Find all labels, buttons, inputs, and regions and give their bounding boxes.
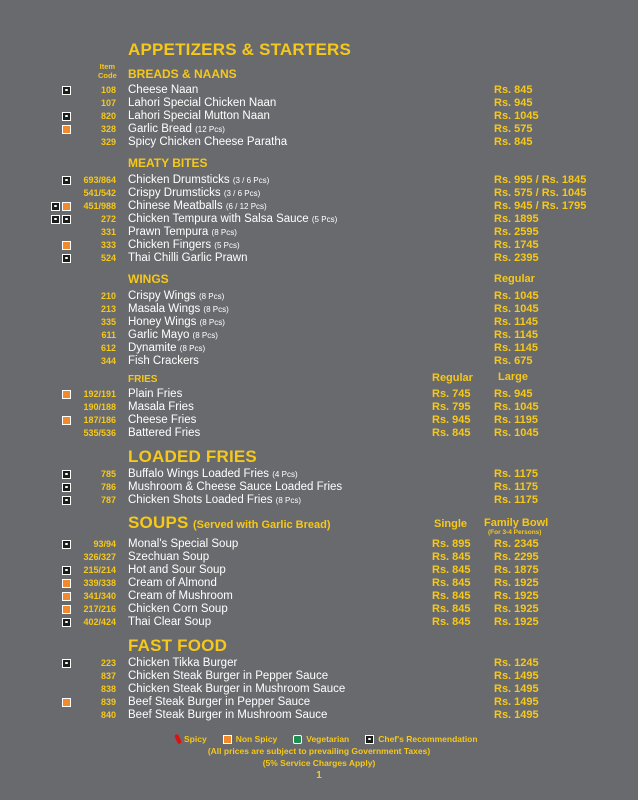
item-name-text: Szechuan Soup xyxy=(128,551,210,563)
item-portion: (5 Pcs) xyxy=(214,241,240,250)
wings-col-regular: Regular xyxy=(494,273,535,285)
item-price: Rs. 1925 xyxy=(494,616,539,628)
item-name-text: Fish Crackers xyxy=(128,355,199,367)
item-price: Rs. 1175 xyxy=(494,494,539,506)
chef-recommendation-icon xyxy=(62,566,71,575)
item-icons xyxy=(62,390,71,399)
chef-recommendation-icon xyxy=(62,483,71,492)
item-price: Rs. 1925 xyxy=(494,577,539,589)
item-price-regular: Rs. 845 xyxy=(432,551,471,563)
menu-item-row xyxy=(0,564,638,577)
item-price: Rs. 1145 xyxy=(494,329,539,341)
item-name-text: Battered Fries xyxy=(128,427,201,439)
item-price: Rs. 675 xyxy=(494,355,533,367)
item-name xyxy=(128,590,233,603)
item-name xyxy=(128,303,229,316)
item-code: 335 xyxy=(100,317,116,327)
item-price: Rs. 1175 xyxy=(494,468,539,480)
item-price: Rs. 1045 xyxy=(494,303,539,315)
item-name xyxy=(128,316,225,329)
item-name-text: Masala Fries xyxy=(128,401,194,413)
item-icons xyxy=(51,202,71,211)
item-price: Rs. 945 / Rs. 1795 xyxy=(494,200,587,212)
menu-item-row xyxy=(0,239,638,252)
item-name xyxy=(128,401,194,414)
item-portion: (3 / 6 Pcs) xyxy=(223,189,261,198)
section-fries-title: FRIES xyxy=(128,374,158,385)
non-spicy-icon xyxy=(62,416,71,425)
item-name xyxy=(128,538,238,551)
item-price-regular: Rs. 795 xyxy=(432,401,471,413)
item-price: Rs. 1495 xyxy=(494,670,539,682)
page-title: APPETIZERS & STARTERS xyxy=(128,40,352,59)
item-name-text: Garlic Bread xyxy=(128,123,196,135)
item-price: Rs. 2395 xyxy=(494,252,539,264)
item-code: 402/424 xyxy=(83,617,116,627)
item-price: Rs. 1045 xyxy=(494,110,539,122)
non-spicy-icon xyxy=(62,202,71,211)
item-icons xyxy=(62,579,71,588)
item-icons xyxy=(62,659,71,668)
item-name xyxy=(128,342,205,355)
item-price: Rs. 1045 xyxy=(494,427,539,439)
item-icons xyxy=(62,470,71,479)
item-name xyxy=(128,657,237,670)
menu-item-row xyxy=(0,590,638,603)
menu-item-row xyxy=(0,174,638,187)
item-name xyxy=(128,603,228,616)
item-portion: (8 Pcs) xyxy=(192,331,218,340)
item-name-text: Dynamite xyxy=(128,342,180,354)
item-icons xyxy=(62,698,71,707)
non-spicy-icon xyxy=(62,125,71,134)
chef-recommendation-icon xyxy=(365,735,374,744)
item-name-text: Beef Steak Burger in Mushroom Sauce xyxy=(128,709,328,721)
item-icons xyxy=(62,112,71,121)
item-price: Rs. 2345 xyxy=(494,538,539,550)
item-code: 611 xyxy=(101,330,116,340)
legend-veg: Vegetarian xyxy=(306,734,350,744)
item-price: Rs. 1195 xyxy=(494,414,539,426)
item-price: Rs. 1895 xyxy=(494,213,539,225)
item-price: Rs. 1495 xyxy=(494,696,539,708)
item-price-regular: Rs. 945 xyxy=(432,414,471,426)
menu-item-row xyxy=(0,388,638,401)
chef-recommendation-icon xyxy=(62,618,71,627)
item-name-text: Cheese Naan xyxy=(128,84,199,96)
item-code: 535/536 xyxy=(83,428,116,438)
fries-col-regular: Regular xyxy=(432,372,473,384)
item-code: 217/216 xyxy=(83,604,116,614)
item-code: 331 xyxy=(100,227,116,237)
item-price: Rs. 1925 xyxy=(494,590,539,602)
item-code: 93/94 xyxy=(93,539,116,549)
menu-item-row xyxy=(0,709,638,722)
item-code: 785 xyxy=(100,469,116,479)
item-price: Rs. 1145 xyxy=(494,316,539,328)
item-name-text: Thai Clear Soup xyxy=(128,616,212,628)
item-code: 839 xyxy=(100,697,116,707)
non-spicy-icon xyxy=(62,241,71,250)
item-name-text: Chicken Tempura with Salsa Sauce xyxy=(128,213,312,225)
item-code: 107 xyxy=(100,98,116,108)
menu-item-row xyxy=(0,696,638,709)
item-icons xyxy=(62,496,71,505)
item-price: Rs. 1925 xyxy=(494,603,539,615)
menu-item-row xyxy=(0,494,638,507)
item-name-text: Cream of Mushroom xyxy=(128,590,233,602)
item-icons xyxy=(62,86,71,95)
menu-item-row xyxy=(0,84,638,97)
item-portion: (8 Pcs) xyxy=(179,344,206,353)
item-name xyxy=(128,616,211,629)
item-portion: (5 Pcs) xyxy=(311,215,338,224)
item-name xyxy=(128,226,237,239)
vegetarian-icon xyxy=(293,735,302,744)
menu-item-row xyxy=(0,97,638,110)
item-name xyxy=(128,329,218,342)
section-meaty-title: MEATY BITES xyxy=(128,156,208,170)
item-name xyxy=(128,670,328,683)
item-icons xyxy=(62,566,71,575)
soups-col-single: Single xyxy=(434,518,468,530)
item-price: Rs. 995 / Rs. 1845 xyxy=(494,174,587,186)
chef-recommendation-icon xyxy=(62,176,71,185)
item-code: 329 xyxy=(100,137,116,147)
item-name xyxy=(128,696,310,709)
item-icons xyxy=(62,176,71,185)
item-name-text: Thai Chilli Garlic Prawn xyxy=(128,252,248,264)
item-code: 837 xyxy=(100,671,116,681)
menu-item-row xyxy=(0,187,638,200)
soups-col-family: Family Bowl xyxy=(484,517,549,529)
item-name-text: Chinese Meatballs xyxy=(128,200,226,212)
item-name xyxy=(128,213,337,226)
item-price: Rs. 2295 xyxy=(494,551,539,563)
item-price: Rs. 1495 xyxy=(494,683,539,695)
menu-item-row xyxy=(0,200,638,213)
item-name-text: Cheese Fries xyxy=(128,414,197,426)
section-breads-title: BREADS & NAANS xyxy=(128,67,237,81)
item-name-text: Chicken Drumsticks xyxy=(128,174,233,186)
chef-recommendation-icon xyxy=(51,215,60,224)
item-code-label: Item Code xyxy=(98,62,117,80)
item-price: Rs. 575 xyxy=(494,123,533,135)
item-price-regular: Rs. 845 xyxy=(432,564,471,576)
non-spicy-icon xyxy=(62,698,71,707)
menu-item-row xyxy=(0,316,638,329)
item-icons xyxy=(62,125,71,134)
menu-item-row xyxy=(0,226,638,239)
item-name xyxy=(128,84,198,97)
item-portion: (12 Pcs) xyxy=(195,125,225,134)
item-name xyxy=(128,110,270,123)
menu-item-row xyxy=(0,551,638,564)
item-price: Rs. 1245 xyxy=(494,657,539,669)
item-price: Rs. 1175 xyxy=(494,481,539,493)
item-code: 786 xyxy=(100,482,116,492)
non-spicy-icon xyxy=(62,605,71,614)
item-code: 344 xyxy=(100,356,116,366)
item-name-text: Buffalo Wings Loaded Fries xyxy=(128,468,273,480)
item-name xyxy=(128,551,209,564)
item-code: 541/542 xyxy=(83,188,116,198)
chef-recommendation-icon xyxy=(62,112,71,121)
item-icons xyxy=(62,618,71,627)
item-code: 192/191 xyxy=(83,389,116,399)
item-price: Rs. 2595 xyxy=(494,226,539,238)
page-number: 1 xyxy=(316,770,322,781)
item-price-regular: Rs. 845 xyxy=(432,616,471,628)
legend-nonspicy: Non Spicy xyxy=(235,734,278,744)
item-code: 272 xyxy=(100,214,116,224)
item-icons xyxy=(62,416,71,425)
fries-col-large: Large xyxy=(498,371,528,383)
chef-recommendation-icon xyxy=(62,470,71,479)
item-name xyxy=(128,239,240,252)
item-code: 451/988 xyxy=(83,201,116,211)
item-name xyxy=(128,123,225,136)
menu-item-row xyxy=(0,252,638,265)
item-name-text: Spicy Chicken Cheese Paratha xyxy=(128,136,288,148)
item-price: Rs. 1045 xyxy=(494,290,539,302)
item-icons xyxy=(62,592,71,601)
item-price: Rs. 845 xyxy=(494,136,533,148)
legend-spicy: Spicy xyxy=(184,734,207,744)
item-code: 190/188 xyxy=(83,402,116,412)
item-name-text: Lahori Special Chicken Naan xyxy=(128,97,277,109)
item-code: 693/864 xyxy=(83,175,116,185)
item-portion: (4 Pcs) xyxy=(272,470,298,479)
menu-item-row xyxy=(0,136,638,149)
item-name xyxy=(128,290,224,303)
item-name xyxy=(128,564,226,577)
menu-item-row xyxy=(0,538,638,551)
item-name-text: Crispy Wings xyxy=(128,290,199,302)
chef-recommendation-icon xyxy=(62,254,71,263)
footer-taxes: (All prices are subject to prevailing Government Taxes) xyxy=(207,746,431,756)
item-name-text: Lahori Special Mutton Naan xyxy=(128,110,270,122)
item-price-regular: Rs. 845 xyxy=(432,590,471,602)
item-code: 339/338 xyxy=(83,578,116,588)
menu-item-row xyxy=(0,414,638,427)
item-portion: (8 Pcs) xyxy=(199,318,225,327)
item-price: Rs. 575 / Rs. 1045 xyxy=(494,187,587,199)
item-code: 341/340 xyxy=(83,591,116,601)
menu-item-row xyxy=(0,670,638,683)
item-code: 820 xyxy=(100,111,116,121)
item-code: 840 xyxy=(100,710,116,720)
item-price: Rs. 945 xyxy=(494,97,533,109)
non-spicy-icon xyxy=(62,579,71,588)
menu-item-row xyxy=(0,577,638,590)
menu-item-row xyxy=(0,481,638,494)
menu-item-row xyxy=(0,683,638,696)
menu-item-row xyxy=(0,427,638,440)
item-icons xyxy=(51,215,71,224)
menu-item-row xyxy=(0,616,638,629)
item-name xyxy=(128,494,301,507)
menu-item-row xyxy=(0,355,638,368)
item-code: 210 xyxy=(100,291,116,301)
item-icons xyxy=(62,241,71,250)
menu-item-row xyxy=(0,123,638,136)
item-price-regular: Rs. 895 xyxy=(432,538,471,550)
chef-recommendation-icon xyxy=(62,540,71,549)
item-name-text: Masala Wings xyxy=(128,303,204,315)
menu-item-row xyxy=(0,329,638,342)
chef-recommendation-icon xyxy=(62,215,71,224)
item-name-text: Garlic Mayo xyxy=(128,329,193,341)
item-price-regular: Rs. 745 xyxy=(432,388,471,400)
item-name-text: Mushroom & Cheese Sauce Loaded Fries xyxy=(128,481,343,493)
item-name xyxy=(128,252,248,265)
item-price-regular: Rs. 845 xyxy=(432,603,471,615)
item-portion: (8 Pcs) xyxy=(198,292,225,301)
item-name-text: Chicken Steak Burger in Pepper Sauce xyxy=(128,670,329,682)
item-name-text: Cream of Almond xyxy=(128,577,217,589)
item-price-regular: Rs. 845 xyxy=(432,427,471,439)
item-name xyxy=(128,97,276,110)
soups-subtitle: (Served with Garlic Bread) xyxy=(192,519,331,531)
section-soups-heading xyxy=(128,513,331,533)
section-wings-title: WINGS xyxy=(128,272,169,286)
item-name xyxy=(128,174,269,187)
item-name-text: Hot and Sour Soup xyxy=(128,564,226,576)
item-name xyxy=(128,683,345,696)
menu-item-row xyxy=(0,468,638,481)
menu-item-row xyxy=(0,290,638,303)
item-portion: (6 / 12 Pcs) xyxy=(225,202,267,211)
item-code: 223 xyxy=(100,658,116,668)
item-portion: (8 Pcs) xyxy=(203,305,229,314)
item-name-text: Prawn Tempura xyxy=(128,226,212,238)
item-icons xyxy=(62,605,71,614)
non-spicy-icon xyxy=(62,390,71,399)
item-name xyxy=(128,468,298,481)
menu-item-row xyxy=(0,303,638,316)
item-name-text: Crispy Drumsticks xyxy=(128,187,224,199)
item-portion: (8 Pcs) xyxy=(275,496,302,505)
item-code: 524 xyxy=(100,253,116,263)
item-price: Rs. 1495 xyxy=(494,709,539,721)
non-spicy-icon xyxy=(223,735,232,744)
item-code: 326/327 xyxy=(83,552,116,562)
menu-item-row xyxy=(0,603,638,616)
item-icons xyxy=(62,540,71,549)
item-icons xyxy=(62,483,71,492)
chef-recommendation-icon xyxy=(62,496,71,505)
item-price-regular: Rs. 845 xyxy=(432,577,471,589)
item-price: Rs. 1875 xyxy=(494,564,539,576)
menu-item-row xyxy=(0,110,638,123)
item-name xyxy=(128,355,199,368)
item-name-text: Chicken Corn Soup xyxy=(128,603,228,615)
item-name-text: Chicken Tikka Burger xyxy=(128,657,238,669)
menu-item-row xyxy=(0,401,638,414)
item-price: Rs. 845 xyxy=(494,84,533,96)
item-name xyxy=(128,577,217,590)
item-portion: (3 / 6 Pcs) xyxy=(232,176,270,185)
menu-item-row xyxy=(0,213,638,226)
non-spicy-icon xyxy=(62,592,71,601)
legend-chef: Chef's Recommendation xyxy=(378,734,478,744)
item-code: 213 xyxy=(100,304,116,314)
chef-recommendation-icon xyxy=(51,202,60,211)
item-code: 333 xyxy=(100,240,116,250)
item-name xyxy=(128,481,342,494)
item-name-text: Plain Fries xyxy=(128,388,183,400)
spicy-icon xyxy=(174,734,182,745)
item-name-text: Chicken Shots Loaded Fries xyxy=(128,494,276,506)
item-name xyxy=(128,709,327,722)
section-soups-title: SOUPS xyxy=(128,513,189,532)
footer-service: (5% Service Charges Apply) xyxy=(262,758,376,768)
item-code: 328 xyxy=(100,124,116,134)
item-code: 838 xyxy=(100,684,116,694)
item-portion: (8 Pcs) xyxy=(211,228,237,237)
item-name-text: Chicken Steak Burger in Mushroom Sauce xyxy=(128,683,346,695)
item-name xyxy=(128,136,287,149)
item-code: 108 xyxy=(100,85,116,95)
section-fastfood-title: FAST FOOD xyxy=(128,636,228,655)
legend xyxy=(176,734,478,744)
soups-col-family-note: (For 3-4 Persons) xyxy=(488,529,542,536)
item-price: Rs. 1045 xyxy=(494,401,539,413)
item-code: 187/186 xyxy=(83,415,116,425)
item-name-text: Monal's Special Soup xyxy=(128,538,239,550)
item-name xyxy=(128,388,182,401)
item-code: 787 xyxy=(100,495,116,505)
item-name xyxy=(128,187,260,200)
chef-recommendation-icon xyxy=(62,659,71,668)
item-price: Rs. 1145 xyxy=(494,342,539,354)
item-name-text: Honey Wings xyxy=(128,316,200,328)
item-price: Rs. 1745 xyxy=(494,239,539,251)
item-name-text: Beef Steak Burger in Pepper Sauce xyxy=(128,696,311,708)
menu-item-row xyxy=(0,657,638,670)
item-price: Rs. 945 xyxy=(494,388,533,400)
item-code: 612 xyxy=(100,343,116,353)
section-loaded-title: LOADED FRIES xyxy=(128,447,257,466)
item-code: 215/214 xyxy=(83,565,116,575)
item-name xyxy=(128,200,267,213)
item-icons xyxy=(62,254,71,263)
menu-item-row xyxy=(0,342,638,355)
chef-recommendation-icon xyxy=(62,86,71,95)
item-name-text: Chicken Fingers xyxy=(128,239,215,251)
item-name xyxy=(128,427,200,440)
item-name xyxy=(128,414,196,427)
